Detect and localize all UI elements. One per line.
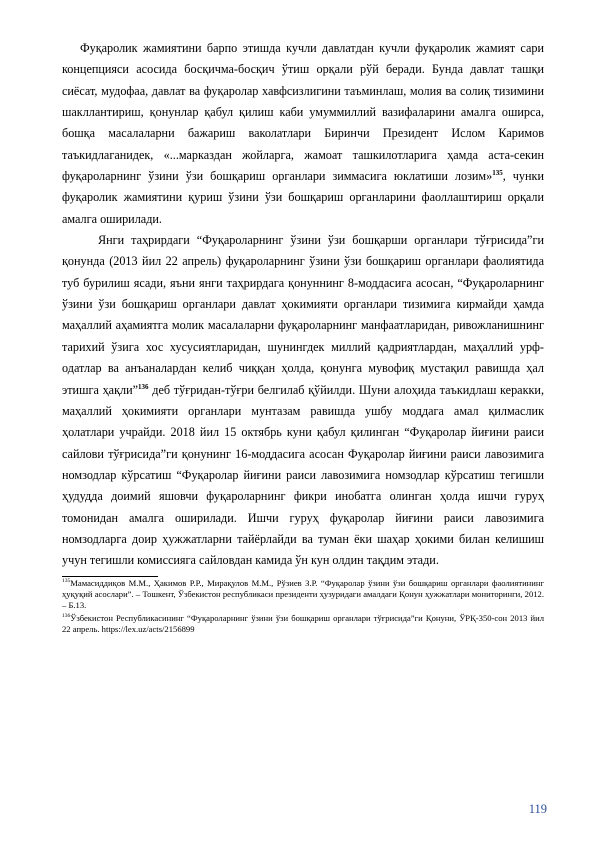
footnote-text: Мамасиддиқов М.М., Ҳакимов Р.Р., Мирақулов М.М., Рўзиев З.Р. “Фуқаролар ўзини ўзи бошқариш органлари фаолиятининг ҳуқуқий асослари”. – Тошкент, Ўзбекистон республикаси президенти ҳузуридаги амалдаги Қонун ҳужжатлари мониторинги, 2012. – Б.13. [62, 577, 544, 611]
footnote-text: Ўзбекистон Республикасининг “Фуқароларнинг ўзини ўзи бошқариш органлари тўғрисида”ги Қонуни, ЎРҚ-350-сон 2013 йил 22 апрель. https://lex.uz/acts/2156899 [62, 612, 544, 635]
footnote-135 [62, 578, 544, 612]
paragraph-2 [62, 230, 544, 572]
page-number: 119 [528, 802, 547, 816]
footnote-mark: 136 [62, 612, 71, 619]
paragraph-2-tail: деб тўғридан-тўғри белгилаб қўйилди. Шуни алоҳида таъкидлаш керакки, маҳаллий ҳокимияти органлари мунтазам равишда ушбу моддага амал қилмаслик ҳолатлари учрайди. 2018 йил 15 октябрь куни қабул қилинган “Фуқаролар йиғини раиси сайлови тўғрисида”ги қонунинг 16-моддасига асосан Фуқаролар йиғини раиси лавозимига номзодлар кўрсатиш “Фуқаролар йиғини раиси лавозимига номзодлар кўрсатиш тегишли ҳудудда доимий яшовчи фуқароларнинг фикри инобатга олинган ҳолда ишчи гуруҳ томонидан амалга оширилади. Ишчи гуруҳ фуқаролар йиғини раиси лавозимига номзодларга доир ҳужжатларни тайёрлайди ва туман ёки шаҳар ҳокими билан келишиш учун тегишли комиссияга сайловдан камида ўн кун олдин тақдим этади. [62, 382, 544, 568]
footnote-ref-136: 136 [138, 382, 149, 391]
document-page [62, 38, 544, 636]
paragraph-2-text: Янги таҳрирдаги “Фуқароларнинг ўзини ўзи бошқарши органлари тўғрисида”ги қонунда (2013 йил 22 апрель) фуқароларнинг ўзини ўзи бошқариш органлари фаолиятида туб бурилиш ясади, яъни янги таҳрирдага қонуннинг 8-моддасига асосан, “Фуқароларнинг ўзини ўзи бошқариш органлари давлат ҳокимияти органлари тизимига кирмайди ҳамда маҳаллий аҳамиятга молик масалаларни фуқароларнинг манфаатларидан, ривожланишнинг тарихий ўзига хос хусусиятларидан, шунингдек миллий қадриятлардан, маҳаллий урф-одатлар ва анъаналардан келиб чиққан ҳолда, қонунга мувофиқ мустақил равишда ҳал этишга ҳақли” [62, 233, 544, 397]
paragraph-1-tail: , чунки фуқаролик жамиятини қуриш ўзини ўзи бошқариш органларини фаоллаштириш орқали амалга оширилади. [62, 169, 544, 226]
footnote-divider [62, 576, 158, 577]
footnote-mark: 135 [62, 577, 71, 584]
footnote-ref-135: 135 [492, 169, 503, 177]
paragraph-1 [62, 38, 544, 230]
paragraph-1-text: Фуқаролик жамиятини барпо этишда кучли давлатдан кучли фуқаролик жамият сари концепцияси асосида босқичма-босқич ўтиш орқали рўй беради. Бунда давлат ташқи сиёсат, мудофаа, давлат ва фуқаролар хавфсизлигини таъминлаш, молия ва солиқ тизимини шакллантириш, қонунлар қабул қилиш каби умуммиллий вазифаларини амалга оширса, бошқа масалаларни бажариш ваколатлари Биринчи Президент Ислом Каримов таъкидлаганидек, «...марказдан жойларга, жамоат ташкилотларига ҳамда аста-секин фуқароларнинг ўзини ўзи бошқариш органлари зиммасига юклатиши лозим» [62, 41, 544, 184]
footnote-136 [62, 613, 544, 636]
